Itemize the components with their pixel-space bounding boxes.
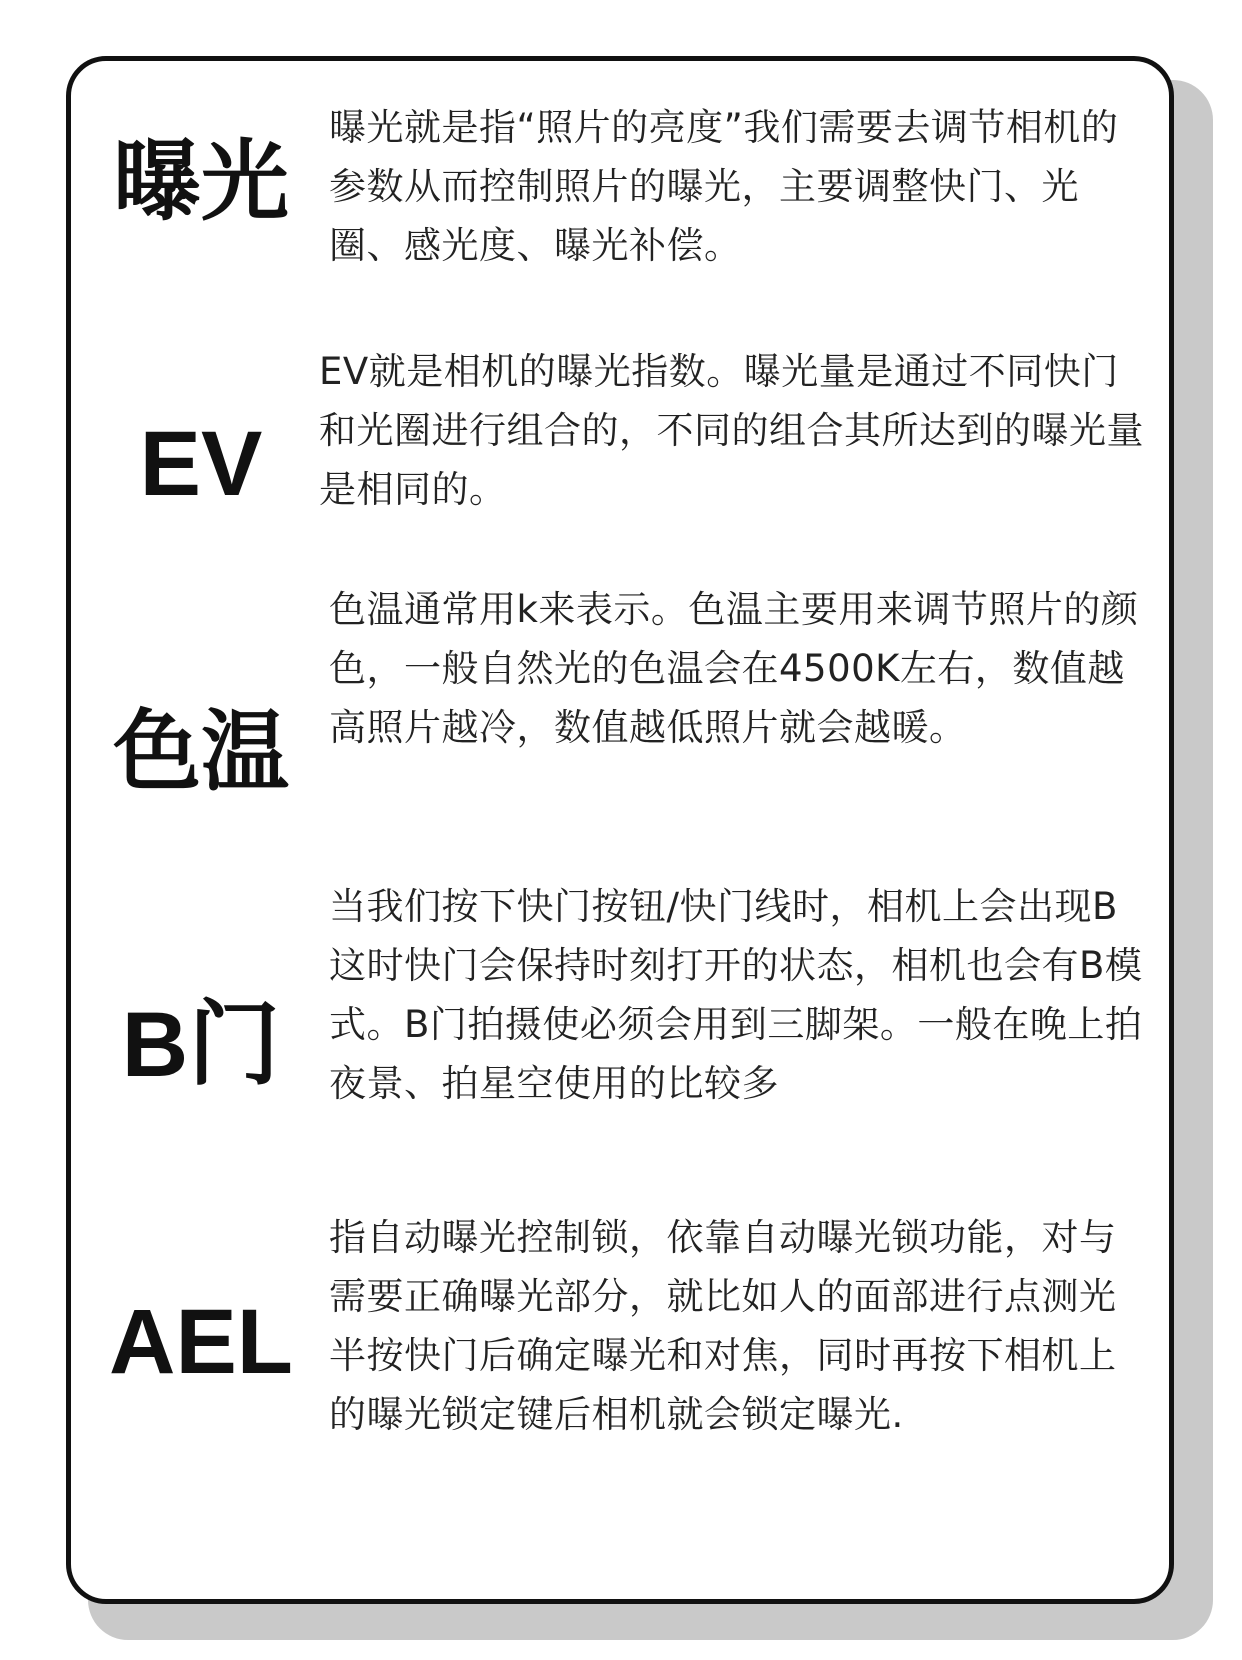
- term-color-temperature: 色温: [112, 700, 289, 803]
- term-ev: EV: [139, 413, 263, 515]
- description-color-temperature: 色温通常用k来表示。色温主要用来调节照片的颜色，一般自然光的色温会在4500K左右，数值越高照片越冷，数值越低照片就会越暖。: [329, 588, 1139, 749]
- term-ael: AEL: [109, 1291, 293, 1393]
- description-ael: 指自动曝光控制锁，依靠自动曝光锁功能，对与需要正确曝光部分，就比如人的面部进行点测光半按快门后确定曝光和对焦，同时再按下相机上的曝光锁定键后相机就会锁定曝光.: [329, 1216, 1117, 1436]
- glossary-card: [66, 56, 1174, 1604]
- description-ev: EV就是相机的曝光指数。曝光量是通过不同快门和光圈进行组合的，不同的组合其所达到的曝光量是相同的。: [319, 350, 1144, 511]
- description-bulb-mode: 当我们按下快门按钮/快门线时，相机上会出现B这时快门会保持时刻打开的状态，相机也会有B模式。B门拍摄使必须会用到三脚架。一般在晚上拍夜景、拍星空使用的比较多: [329, 885, 1143, 1105]
- term-exposure: 曝光: [112, 130, 289, 233]
- term-bulb-mode: B门: [121, 994, 281, 1096]
- description-exposure: 曝光就是指“照片的亮度”我们需要去调节相机的参数从而控制照片的曝光，主要调整快门、光圈、感光度、曝光补偿。: [329, 106, 1119, 267]
